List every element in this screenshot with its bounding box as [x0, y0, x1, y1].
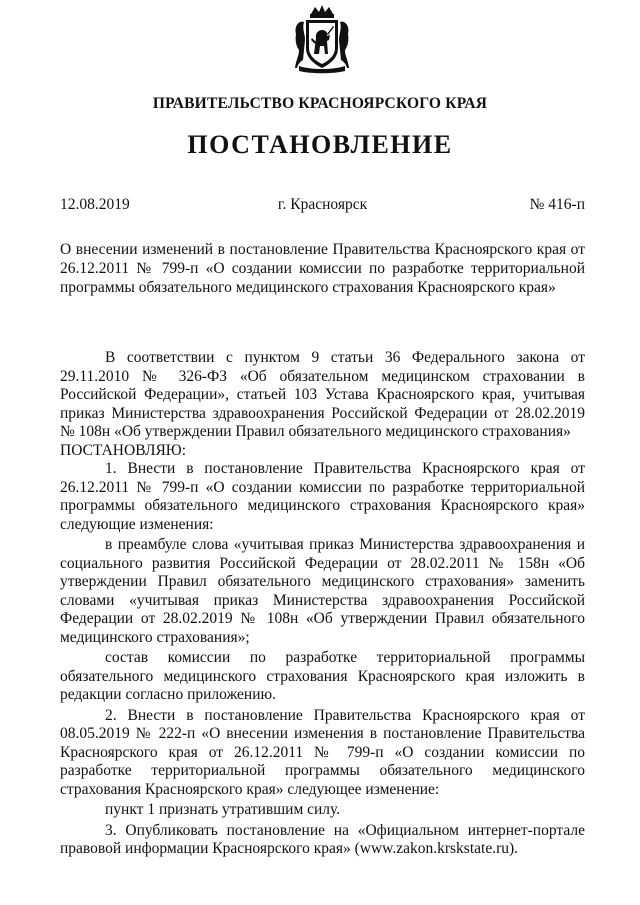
item-2: 2. Внести в постановление Правительства Красноярского края от 08.05.2019 № 222-п «О внесении изменения в постановление Правительства Красноярского края от 26.12.2011 № 799-п «О создании комиссии по разработке территориальной программы обязательного медицинского страхования Красноярского края» следующее изменение:	[60, 706, 585, 798]
item-1: 1. Внести в постановление Правительства Красноярского края от 26.12.2011 № 799-п «О создании комиссии по разработке территориальной программы обязательного медицинского страхования Красноярского края» следующие изменения:	[60, 460, 585, 533]
item-2-amendment: пункт 1 признать утратившим силу.	[105, 801, 341, 818]
document-number: № 416-п	[529, 196, 585, 213]
document-type: ПОСТАНОВЛЕНИЕ	[187, 130, 453, 159]
document-body	[60, 349, 585, 859]
document-date: 12.08.2019	[60, 196, 130, 213]
item-3: 3. Опубликовать постановление на «Официальном интернет-портале правовой информации Красноярского края» (www.zakon.krskstate.ru).	[60, 821, 585, 857]
resolve-word: ПОСТАНОВЛЯЮ:	[60, 441, 187, 459]
preamble: В соответствии с пунктом 9 статьи 36 Федерального закона от 29.11.2010 № 326-ФЗ «Об обязательном медицинском страховании в Российской Федерации», статьей 103 Устава Красноярского края, учитывая приказ Министерства здравоохранения Российской Федерации от 28.02.2019 № 108н «Об утверждении Правил обязательного медицинского страхования»	[60, 349, 585, 440]
document-city: г. Красноярск	[277, 196, 368, 213]
krasnoyarsk-coat-of-arms-icon	[293, 4, 351, 74]
government-name: ПРАВИТЕЛЬСТВО КРАСНОЯРСКОГО КРАЯ	[152, 95, 488, 112]
document-meta	[60, 196, 585, 216]
item-1-amendment-preamble: в преамбуле слова «учитывая приказ Министерства здравоохранения и социального развития Российской Федерации от 28.02.2011 № 158н «Об утверждении Правил обязательного медицинского страхования» заменить словами «учитывая приказ Министерства здравоохранения Российской Федерации от 28.02.2019 № 108н «Об утверждении Правил обязательного медицинского страхования»;	[60, 536, 585, 646]
document-title: О внесении изменений в постановление Правительства Красноярского края от 26.12.2011 № 799-п «О создании комиссии по разработке территориальной программы обязательного медицинского страхования Красноярского края»	[60, 241, 585, 296]
item-1-amendment-composition: состав комиссии по разработке территориальной программы обязательного медицинского страхования Красноярского края изложить в редакции согласно приложению.	[60, 649, 585, 703]
